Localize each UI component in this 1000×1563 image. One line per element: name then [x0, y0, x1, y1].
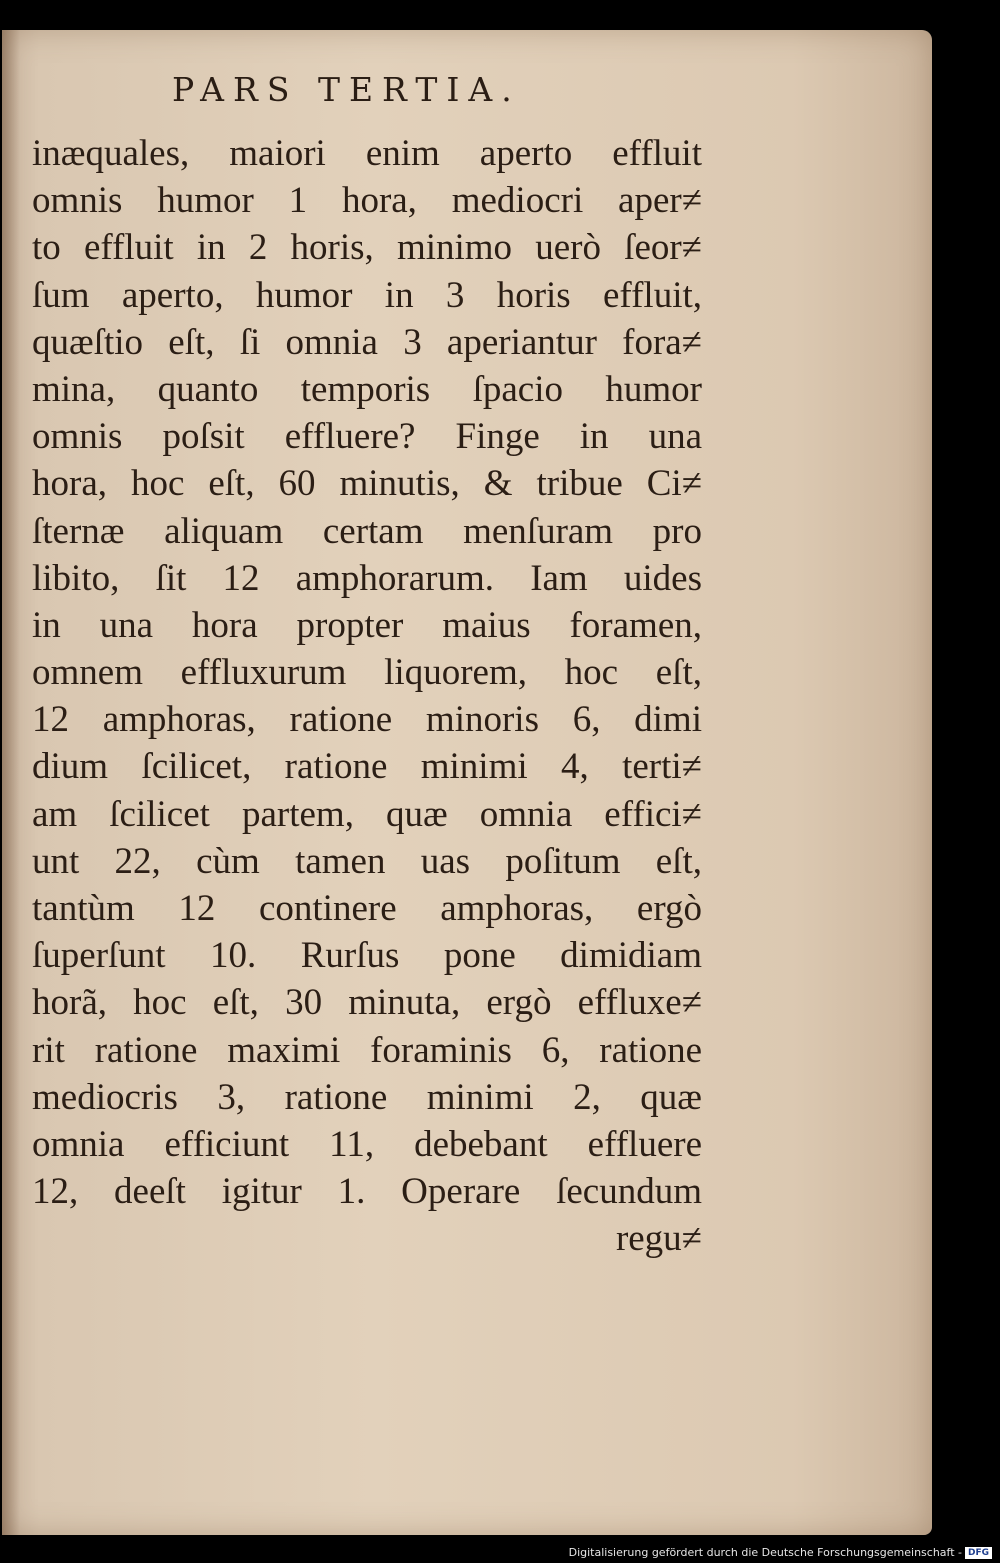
- dfg-logo: DFG: [965, 1547, 992, 1559]
- text-line: omnia efficiunt 11, debebant effluere: [32, 1123, 702, 1165]
- text-line: tantùm 12 continere amphoras, ergò: [32, 888, 702, 929]
- text-line: dium ſcilicet, ratione minimi 4, terti≠: [32, 746, 702, 788]
- text-line: hora, hoc eſt, 60 minutis, & tribue Ci≠: [32, 463, 702, 505]
- text-line: unt 22, cùm tamen uas poſitum eſt,: [32, 840, 702, 882]
- digitization-credit: [569, 1546, 992, 1559]
- running-head: PARS TERTIA.: [172, 70, 521, 109]
- text-line: mina, quanto temporis ſpacio humor: [32, 368, 702, 410]
- text-line: omnem effluxurum liquorem, hoc eſt,: [32, 652, 702, 694]
- text-line: in una hora propter maius foramen,: [32, 604, 702, 646]
- text-line: ſternæ aliquam certam menſuram pro: [32, 510, 702, 552]
- text-line: to effluit in 2 horis, minimo uerò ſeor≠: [32, 227, 702, 269]
- text-line: omnis humor 1 hora, mediocri aper≠: [32, 180, 702, 222]
- credit-text: Digitalisierung gefördert durch die Deutsche Forschungsgemeinschaft -: [568, 1546, 962, 1559]
- text-line: mediocris 3, ratione minimi 2, quæ: [32, 1076, 702, 1118]
- text-line: horã, hoc eſt, 30 minuta, ergò effluxe≠: [32, 982, 702, 1024]
- text-line: am ſcilicet partem, quæ omnia effici≠: [32, 793, 702, 835]
- text-line: ſuperſunt 10. Rurſus pone dimidiam: [32, 935, 702, 977]
- catchword: regu≠: [615, 1218, 702, 1260]
- text-line: inæquales, maiori enim aperto effluit: [32, 133, 702, 174]
- text-line: ſum aperto, humor in 3 horis effluit,: [32, 274, 702, 316]
- text-line: quæſtio eſt, ſi omnia 3 aperiantur fora≠: [32, 321, 702, 363]
- text-line: 12 amphoras, ratione minoris 6, dimi: [32, 699, 702, 741]
- text-line: 12, deeſt igitur 1. Operare ſecundum: [32, 1171, 702, 1213]
- body-text: [32, 130, 702, 1263]
- text-line: rit ratione maximi foraminis 6, ratione: [32, 1029, 702, 1071]
- text-line: omnis poſsit effluere? Finge in una: [32, 416, 702, 458]
- book-page: [2, 30, 932, 1535]
- text-line: libito, ſit 12 amphorarum. Iam uides: [32, 557, 702, 599]
